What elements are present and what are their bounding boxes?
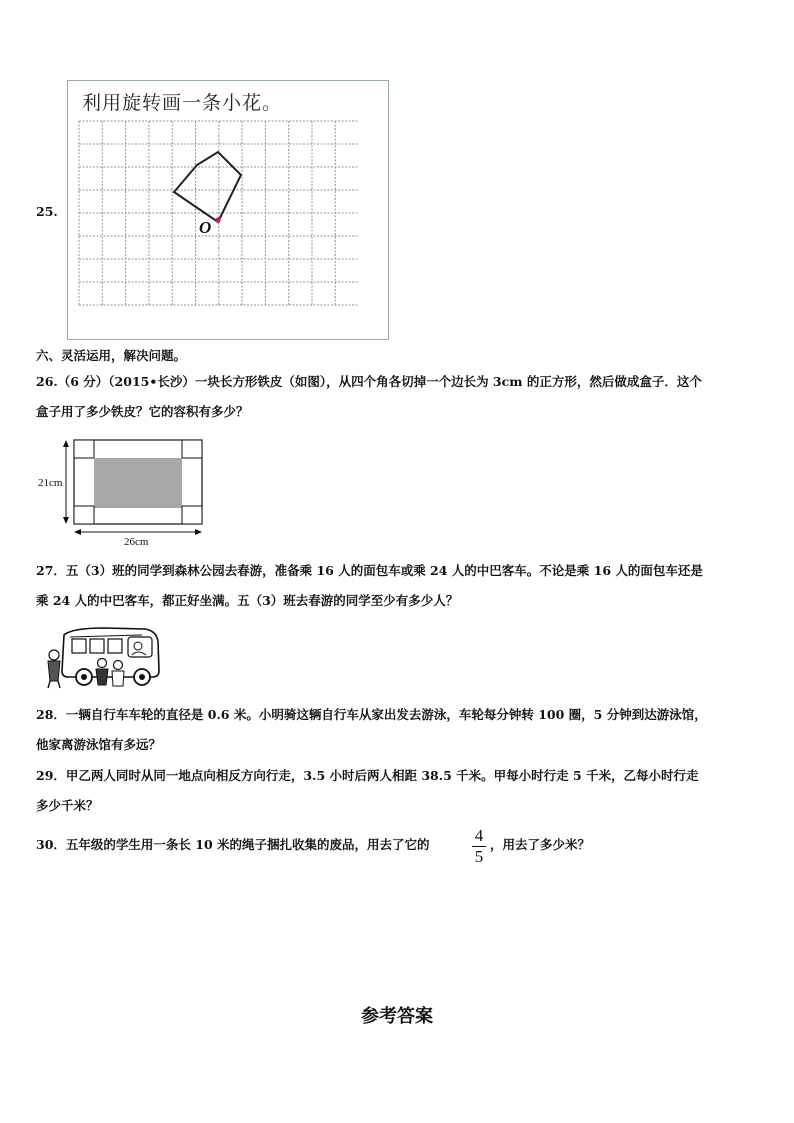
question-26-line-1: 26.（6 分）（2015•长沙）一块长方形铁皮（如图），从四个角各切掉一个边长为 3cm 的正方形，然后做成盒子．这个 [36,374,702,389]
question-29-line-2: 多少千米？ [36,798,99,813]
kite-shape [174,152,241,222]
height-label: 21cm [38,477,63,489]
question-30-text-after: ，用去了多少米？ [490,837,591,852]
question-27-line-1: 27．五（3）班的同学到森林公园去春游，准备乘 16 人的面包车或乘 24 人的中巴客车。不论是乘 16 人的面包车还是 [36,563,703,578]
point-o-label: O [199,218,212,237]
question-25-number: 25. [36,204,58,219]
iron-sheet-diagram [36,434,216,552]
bus-with-students-icon [42,625,164,689]
dotted-grid [78,120,358,320]
rotation-center-point [215,217,220,222]
corner-square-tl [74,440,94,458]
question-29-line-1: 29．甲乙两人同时从同一地点向相反方向行走，3.5 小时后两人相距 38.5 千米。甲每小时行走 5 千米，乙每小时行走 [36,768,699,783]
question-27-line-2: 乘 24 人的中巴客车，都正好坐满。五（3）班去春游的同学至少有多少人？ [36,593,459,608]
fraction-numerator: 4 [474,826,484,845]
question-28-line-1: 28．一辆自行车车轮的直径是 0.6 米。小明骑这辆自行车从家出发去游泳，车轮每分钟转 100 圈，5 分钟到达游泳馆， [36,707,707,722]
corner-square-br [182,506,202,524]
rotation-figure-title: 利用旋转画一条小花。 [82,92,283,114]
question-28-line-2: 他家离游泳馆有多远？ [36,737,162,752]
corner-square-tr [182,440,202,458]
question-26-line-2: 盒子用了多少铁皮？它的容积有多少？ [36,404,249,419]
corner-square-bl [74,506,94,524]
width-label: 26cm [124,536,149,548]
reference-answers-heading: 参考答案 [361,1006,433,1027]
fraction-denominator: 5 [474,847,484,866]
section-6-heading: 六、灵活运用，解决问题。 [36,348,187,363]
question-30-text-before: 30．五年级的学生用一条长 10 米的绳子捆扎收集的废品，用去了它的 [36,837,430,852]
box-base-fill [94,458,182,506]
fraction-four-fifths [471,826,487,867]
